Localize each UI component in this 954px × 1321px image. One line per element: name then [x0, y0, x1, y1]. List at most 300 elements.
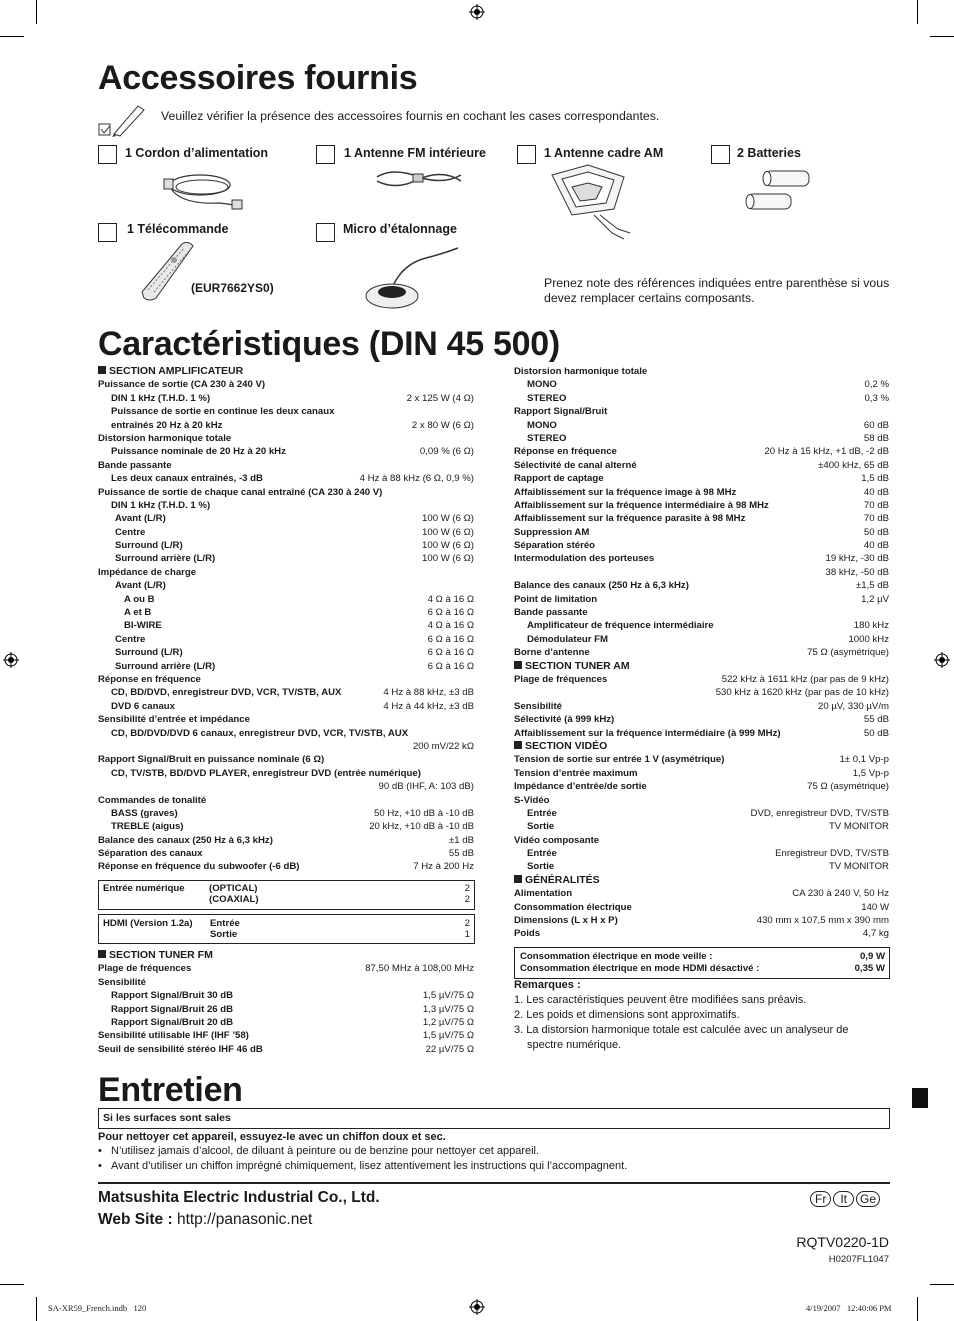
crop-mark: [917, 1297, 918, 1321]
spec-value: 55 dB: [448, 848, 474, 860]
spec-value: ±1,5 dB: [855, 580, 889, 592]
spec-label: Balance des canaux (250 Hz à 6,3 kHz): [98, 834, 273, 846]
batteries-icon: [745, 168, 811, 212]
spec-row: [514, 606, 889, 619]
spec-row: [98, 1016, 474, 1029]
spec-value: 1,5 dB: [861, 473, 889, 485]
spec-row: [98, 780, 474, 793]
spec-label: Réponse en fréquence: [98, 673, 201, 685]
spec-row: [98, 740, 474, 753]
bullet-icon: •: [98, 1145, 102, 1157]
spec-label: Bande passante: [514, 607, 588, 619]
spec-label: Démodulateur FM: [527, 633, 609, 645]
checkbox-batteries[interactable]: [711, 145, 730, 164]
spec-value: 140 W: [861, 901, 889, 913]
spec-label: Surround arrière (L/R): [115, 553, 216, 565]
registration-mark-icon: [469, 1299, 485, 1315]
hdmi-direction: Entrée: [210, 918, 240, 929]
spec-value: 2 x 125 W (4 Ω): [406, 392, 474, 404]
spec-value: 70 dB: [863, 513, 889, 525]
spec-row: [98, 807, 474, 820]
spec-value: TV MONITOR: [828, 821, 889, 833]
spec-label: Distorsion harmonique totale: [98, 432, 232, 444]
spec-value: 7 Hz à 200 Hz: [413, 861, 474, 873]
section-square-icon: [514, 661, 522, 669]
spec-row: [514, 767, 889, 780]
spec-row: [98, 579, 474, 592]
spec-value: 1,3 µV/75 Ω: [422, 1003, 474, 1015]
spec-label: Impédance de charge: [98, 566, 197, 578]
spec-row: [514, 713, 889, 726]
spec-label: Sensibilité: [98, 976, 146, 988]
spec-row: [514, 633, 889, 646]
spec-row: [514, 901, 889, 914]
crop-mark: [36, 0, 37, 24]
spec-value: 6 Ω à 16 Ω: [427, 647, 474, 659]
spec-label: Seuil de sensibilité stéréo IHF 46 dB: [98, 1043, 263, 1055]
spec-label: Bande passante: [98, 459, 172, 471]
reference-note: Prenez note des références indiquées entre parenthèse si vous devez remplacer certains composants.: [544, 276, 890, 305]
fm-antenna-icon: [373, 165, 465, 195]
specs-fm-tuner: [98, 949, 474, 1056]
spec-section-heading: [514, 874, 889, 887]
spec-value: ±400 kHz, 65 dB: [818, 459, 889, 471]
spec-row: [514, 472, 889, 485]
spec-label: Sélectivité (à 999 kHz): [514, 714, 615, 726]
section-square-icon: [98, 950, 106, 958]
spec-value: 530 kHz à 1620 kHz (par pas de 10 kHz): [715, 687, 889, 699]
calibration-mic-icon: [362, 244, 468, 314]
registration-mark-icon: [934, 652, 950, 668]
hdmi-direction: Sortie: [210, 929, 238, 940]
spec-row: [514, 794, 889, 807]
spec-label: Rapport Signal/Bruit: [514, 406, 608, 418]
spec-row: [98, 727, 474, 740]
spec-value: 70 dB: [863, 499, 889, 511]
spec-label: Sélectivité de canal alterné: [514, 459, 637, 471]
spec-value: 40 dB: [863, 540, 889, 552]
spec-row: [98, 820, 474, 833]
website-label: Web Site :: [98, 1211, 173, 1228]
crop-mark: [917, 0, 918, 24]
power-label: Consommation électrique en mode HDMI désactivé :: [520, 963, 760, 974]
spec-label: Distorsion harmonique totale: [514, 366, 648, 377]
spec-value: 6 Ω à 16 Ω: [427, 607, 474, 619]
spec-section-label: SECTION TUNER AM: [525, 659, 630, 672]
accessory-label: 1 Antenne cadre AM: [544, 146, 664, 160]
spec-label: Commandes de tonalité: [98, 794, 207, 806]
accessory-label: 1 Antenne FM intérieure: [344, 146, 486, 160]
checkbox-am-antenna[interactable]: [517, 145, 536, 164]
spec-label: Rapport Signal/Bruit 30 dB: [111, 990, 234, 1002]
spec-row: [98, 633, 474, 646]
spec-row: [514, 914, 889, 927]
spec-value: 90 dB (IHF, A: 103 dB): [378, 781, 474, 793]
spec-value: 1000 kHz: [848, 633, 889, 645]
spec-row: [514, 552, 889, 565]
crop-mark: [36, 1297, 37, 1321]
checkbox-calibration-mic[interactable]: [316, 223, 335, 242]
spec-value: 6 Ω à 16 Ω: [427, 660, 474, 672]
spec-row: [98, 606, 474, 619]
spec-row: [98, 419, 474, 432]
spec-row: [514, 499, 889, 512]
spec-row: [98, 552, 474, 565]
spec-row: [98, 962, 474, 975]
spec-label: Affaiblissement sur la fréquence parasite à 98 MHz: [514, 513, 746, 525]
spec-label: Plage de fréquences: [98, 963, 192, 975]
power-consumption-box: [514, 947, 890, 979]
spec-value: 4 Hz à 88 kHz (6 Ω, 0,9 %): [359, 473, 474, 485]
language-badges: [810, 1191, 880, 1207]
spec-label: Surround (L/R): [115, 647, 183, 659]
spec-label: Rapport Signal/Bruit 20 dB: [111, 1016, 234, 1028]
accessory-label: 1 Cordon d’alimentation: [125, 146, 269, 160]
spec-row: [98, 512, 474, 525]
spec-row: [514, 927, 889, 940]
spec-label: Intermodulation des porteuses: [514, 553, 655, 565]
digital-input-type: (COAXIAL): [209, 894, 259, 905]
spec-row: [98, 794, 474, 807]
checklist-pen-icon: [98, 102, 146, 138]
power-value: 0,9 W: [859, 951, 885, 962]
section-square-icon: [514, 875, 522, 883]
spec-row: [98, 526, 474, 539]
crop-mark: [930, 36, 954, 37]
spec-row: [514, 646, 889, 659]
spec-label: Affaiblissement sur la fréquence image à 98 MHz: [514, 486, 737, 498]
spec-row: [514, 459, 889, 472]
spec-row: [98, 989, 474, 1002]
language-badge: It: [833, 1191, 854, 1207]
spec-value: 1± 0,1 Vp-p: [839, 754, 889, 766]
spec-label: Centre: [115, 526, 146, 538]
spec-label: TREBLE (aigus): [111, 821, 184, 833]
spec-value: 19 kHz, -30 dB: [825, 553, 889, 565]
spec-row: [98, 767, 474, 780]
spec-label: STEREO: [527, 432, 567, 444]
spec-value: 100 W (6 Ω): [422, 513, 474, 525]
specs-title: Caractéristiques (DIN 45 500): [98, 325, 560, 363]
spec-label: Entrée: [527, 807, 557, 819]
spec-row: [98, 566, 474, 579]
power-label: Consommation électrique en mode veille :: [520, 951, 713, 962]
spec-value: 0,2 %: [864, 379, 889, 391]
maintenance-bullet: Avant d’utiliser un chiffon imprégné chimiquement, lisez attentivement les instructions qui l’accompagnent.: [111, 1160, 628, 1172]
spec-row: [514, 780, 889, 793]
spec-label: CD, TV/STB, BD/DVD PLAYER, enregistreur DVD (entrée numérique): [111, 767, 421, 779]
spec-label: Poids: [514, 928, 541, 940]
spec-label: BASS (graves): [111, 807, 178, 819]
spec-label: MONO: [527, 419, 557, 431]
digital-input-box: [98, 880, 475, 910]
checkbox-power-cord[interactable]: [98, 145, 117, 164]
remark: 3. La distorsion harmonique totale est calculée avec un analyseur de: [514, 1024, 849, 1036]
black-edge-tab: [912, 1088, 928, 1108]
spec-label: CD, BD/DVD, enregistreur DVD, VCR, TV/STB, AUX: [111, 687, 342, 699]
maintenance-title: Entretien: [98, 1071, 243, 1109]
remark: 1. Les caractéristiques peuvent être modifiées sans préavis.: [514, 994, 807, 1006]
spec-row: [514, 512, 889, 525]
spec-value: Enregistreur DVD, TV/STB: [775, 848, 889, 860]
spec-label: Les deux canaux entraînés, -3 dB: [111, 473, 263, 485]
website: [98, 1211, 312, 1229]
power-cord-icon: [160, 165, 246, 215]
hdmi-count: 2: [464, 918, 470, 929]
remarks-title: Remarques :: [514, 979, 581, 991]
spec-label: Impédance d’entrée/de sortie: [514, 781, 647, 793]
spec-row: [514, 445, 889, 458]
spec-row: [98, 1029, 474, 1042]
spec-label: Rapport de captage: [514, 473, 604, 485]
print-code: H0207FL1047: [828, 1254, 889, 1265]
accessories-intro: Veuillez vérifier la présence des accessoires fournis en cochant les cases correspondantes.: [161, 109, 660, 123]
spec-label: Vidéo composante: [514, 834, 600, 846]
spec-value: 38 kHz, -50 dB: [825, 566, 889, 578]
spec-value: 4,7 kg: [862, 928, 889, 940]
spec-label: Dimensions (L x H x P): [514, 915, 618, 927]
spec-section-label: SECTION VIDÉO: [525, 739, 608, 752]
maintenance-box-label: Si les surfaces sont sales: [103, 1112, 231, 1124]
spec-label: Avant (L/R): [115, 580, 166, 592]
spec-row: [98, 847, 474, 860]
spec-label: Tension d’entrée maximum: [514, 767, 638, 779]
spec-label: Centre: [115, 633, 146, 645]
spec-row: [98, 486, 474, 499]
spec-row: [514, 566, 889, 579]
spec-row: [514, 753, 889, 766]
spec-value: 200 mV/22 kΩ: [412, 740, 474, 752]
spec-label: Amplificateur de fréquence intermédiaire: [527, 620, 714, 632]
spec-value: 522 kHz à 1611 kHz (par pas de 9 kHz): [721, 673, 889, 685]
spec-label: Balance des canaux (250 Hz à 6,3 kHz): [514, 580, 689, 592]
spec-label: A ou B: [124, 593, 155, 605]
specs-right-column: [514, 365, 889, 941]
website-url[interactable]: http://panasonic.net: [176, 1211, 313, 1228]
spec-row: [98, 834, 474, 847]
spec-label: Borne d’antenne: [514, 647, 590, 659]
spec-row: [98, 445, 474, 458]
spec-value: 60 dB: [863, 419, 889, 431]
spec-label: Séparation stéréo: [514, 540, 596, 552]
spec-value: 4 Hz à 44 kHz, ±3 dB: [383, 700, 474, 712]
digital-input-count: 2: [464, 894, 470, 905]
accessory-label: 1 Télécommande: [127, 222, 229, 236]
spec-value: CA 230 à 240 V, 50 Hz: [792, 888, 889, 900]
spec-value: 50 Hz, +10 dB à -10 dB: [374, 807, 474, 819]
spec-value: 22 µV/75 Ω: [425, 1043, 474, 1055]
print-timestamp: 4/19/2007 12:40:06 PM: [806, 1303, 892, 1313]
spec-label: STEREO: [527, 392, 567, 404]
spec-value: 1,5 Vp-p: [852, 767, 889, 779]
accessory-label: 2 Batteries: [737, 146, 801, 160]
document-code: RQTV0220-1D: [796, 1234, 889, 1250]
digital-input-label: Entrée numérique: [103, 883, 185, 894]
section-square-icon: [98, 366, 106, 374]
spec-label: Réponse en fréquence: [514, 446, 617, 458]
digital-input-count: 2: [464, 883, 470, 894]
specs-left-column: [98, 365, 474, 874]
spec-label: Tension de sortie sur entrée 1 V (asymétrique): [514, 754, 725, 766]
spec-row: [98, 673, 474, 686]
spec-label: Séparation des canaux: [98, 848, 203, 860]
spec-value: 1,5 µV/75 Ω: [422, 1030, 474, 1042]
spec-label: A et B: [124, 607, 152, 619]
spec-value: 1,2 µV: [861, 593, 889, 605]
spec-row: [98, 1043, 474, 1056]
spec-value: 180 kHz: [853, 620, 889, 632]
language-badge: Fr: [810, 1191, 831, 1207]
hdmi-count: 1: [464, 929, 470, 940]
maintenance-box: [98, 1108, 890, 1129]
file-info: SA-XR59_French.indb 120: [48, 1303, 147, 1313]
spec-row: [98, 499, 474, 512]
spec-value: 100 W (6 Ω): [422, 553, 474, 565]
spec-label: Puissance de sortie (CA 230 à 240 V): [98, 379, 266, 391]
spec-section-heading: [514, 660, 889, 673]
spec-label: Puissance de sortie de chaque canal entraîné (CA 230 à 240 V): [98, 486, 383, 498]
spec-label: Affaiblissement sur la fréquence intermédiaire (à 999 MHz): [514, 727, 781, 739]
spec-label: BI-WIRE: [124, 620, 162, 632]
company-name: Matsushita Electric Industrial Co., Ltd.: [98, 1189, 380, 1206]
spec-label: Sensibilité: [514, 700, 562, 712]
spec-label: Sortie: [527, 821, 555, 833]
remote-part-number: (EUR7662YS0): [191, 281, 274, 295]
spec-label: entraînés 20 Hz à 20 kHz: [111, 419, 223, 431]
spec-label: Réponse en fréquence du subwoofer (-6 dB): [98, 861, 300, 873]
crop-mark: [0, 1284, 24, 1285]
spec-value: 50 dB: [863, 526, 889, 538]
spec-label: Affaiblissement sur la fréquence intermédiaire à 98 MHz: [514, 499, 769, 511]
spec-row: [98, 713, 474, 726]
spec-value: 6 Ω à 16 Ω: [427, 633, 474, 645]
spec-section-heading: [98, 949, 474, 962]
accessories-title: Accessoires fournis: [98, 59, 418, 97]
checkbox-remote[interactable]: [98, 223, 117, 242]
spec-row: [514, 419, 889, 432]
spec-row: [514, 593, 889, 606]
spec-value: 4 Hz à 88 kHz, ±3 dB: [383, 687, 474, 699]
spec-value: 0,3 %: [864, 392, 889, 404]
registration-mark-icon: [469, 4, 485, 20]
hdmi-label: HDMI (Version 1.2a): [103, 918, 193, 929]
spec-value: 40 dB: [863, 486, 889, 498]
maintenance-lead: Pour nettoyer cet appareil, essuyez-le avec un chiffon doux et sec.: [98, 1131, 446, 1143]
spec-row: [514, 700, 889, 713]
spec-label: Puissance de sortie en continue les deux canaux: [111, 406, 335, 418]
registration-mark-icon: [3, 652, 19, 668]
spec-row: [98, 539, 474, 552]
spec-label: Sensibilité utilisable IHF (IHF ’58): [98, 1030, 249, 1042]
spec-value: 58 dB: [863, 432, 889, 444]
spec-value: 4 Ω à 16 Ω: [427, 593, 474, 605]
spec-section-heading: [514, 740, 889, 753]
spec-label: Consommation électrique: [514, 901, 632, 913]
footer-rule: [98, 1182, 890, 1184]
spec-value: 4 Ω à 16 Ω: [427, 620, 474, 632]
spec-label: MONO: [527, 379, 557, 391]
spec-value: 0,09 % (6 Ω): [419, 446, 474, 458]
spec-value: 1,2 µV/75 Ω: [422, 1016, 474, 1028]
spec-row: [98, 1003, 474, 1016]
spec-row: [514, 887, 889, 900]
spec-row: [514, 486, 889, 499]
spec-row: [514, 579, 889, 592]
section-square-icon: [514, 741, 522, 749]
spec-label: Point de limitation: [514, 593, 598, 605]
spec-row: [514, 727, 889, 740]
spec-label: Rapport Signal/Bruit en puissance nominale (6 Ω): [98, 754, 325, 766]
spec-row: [514, 405, 889, 418]
spec-label: Suppression AM: [514, 526, 590, 538]
spec-row: [514, 365, 889, 378]
spec-row: [98, 646, 474, 659]
spec-label: Sensibilité d’entrée et impédance: [98, 714, 250, 726]
crop-mark: [930, 1284, 954, 1285]
spec-row: [98, 976, 474, 989]
spec-label: DIN 1 kHz (T.H.D. 1 %): [111, 392, 211, 404]
spec-row: [514, 378, 889, 391]
bullet-icon: •: [98, 1160, 102, 1172]
spec-row: [98, 619, 474, 632]
spec-value: 100 W (6 Ω): [422, 540, 474, 552]
power-value: 0,35 W: [854, 963, 885, 974]
spec-section-label: SECTION AMPLIFICATEUR: [109, 365, 244, 377]
spec-value: 75 Ω (asymétrique): [807, 647, 889, 659]
spec-section-label: GÉNÉRALITÉS: [525, 873, 600, 886]
spec-label: Sortie: [527, 861, 555, 873]
spec-row: [514, 432, 889, 445]
spec-section-heading: [98, 365, 474, 378]
spec-value: 1,5 µV/75 Ω: [422, 990, 474, 1002]
spec-row: [514, 820, 889, 833]
spec-label: Rapport Signal/Bruit 26 dB: [111, 1003, 234, 1015]
checkbox-fm-antenna[interactable]: [316, 145, 335, 164]
spec-row: [514, 539, 889, 552]
spec-label: S-Vidéo: [514, 794, 550, 806]
spec-row: [514, 392, 889, 405]
spec-value: 20 Hz à 15 kHz, +1 dB, -2 dB: [764, 446, 889, 458]
spec-label: Plage de fréquences: [514, 673, 608, 685]
spec-label: Entrée: [527, 848, 557, 860]
remark: spectre numérique.: [527, 1039, 622, 1051]
spec-row: [514, 619, 889, 632]
spec-row: [98, 472, 474, 485]
spec-row: [514, 673, 889, 686]
spec-value: 20 µV, 330 µV/m: [818, 700, 889, 712]
spec-label: DIN 1 kHz (T.H.D. 1 %): [111, 499, 211, 511]
spec-row: [514, 686, 889, 699]
spec-value: 100 W (6 Ω): [422, 526, 474, 538]
spec-row: [514, 847, 889, 860]
spec-value: 55 dB: [863, 714, 889, 726]
digital-input-type: (OPTICAL): [209, 883, 258, 894]
spec-value: 50 dB: [863, 727, 889, 739]
spec-label: Alimentation: [514, 888, 573, 900]
spec-label: Surround (L/R): [115, 540, 183, 552]
spec-section-label: SECTION TUNER FM: [109, 949, 213, 961]
accessory-label: Micro d’étalonnage: [343, 222, 457, 236]
spec-row: [98, 593, 474, 606]
spec-row: [98, 405, 474, 418]
spec-row: [514, 860, 889, 873]
spec-row: [98, 378, 474, 391]
spec-label: Puissance nominale de 20 Hz à 20 kHz: [111, 446, 286, 458]
spec-row: [98, 459, 474, 472]
language-badge: Ge: [856, 1191, 880, 1207]
crop-mark: [0, 36, 24, 37]
hdmi-box: [98, 914, 475, 944]
